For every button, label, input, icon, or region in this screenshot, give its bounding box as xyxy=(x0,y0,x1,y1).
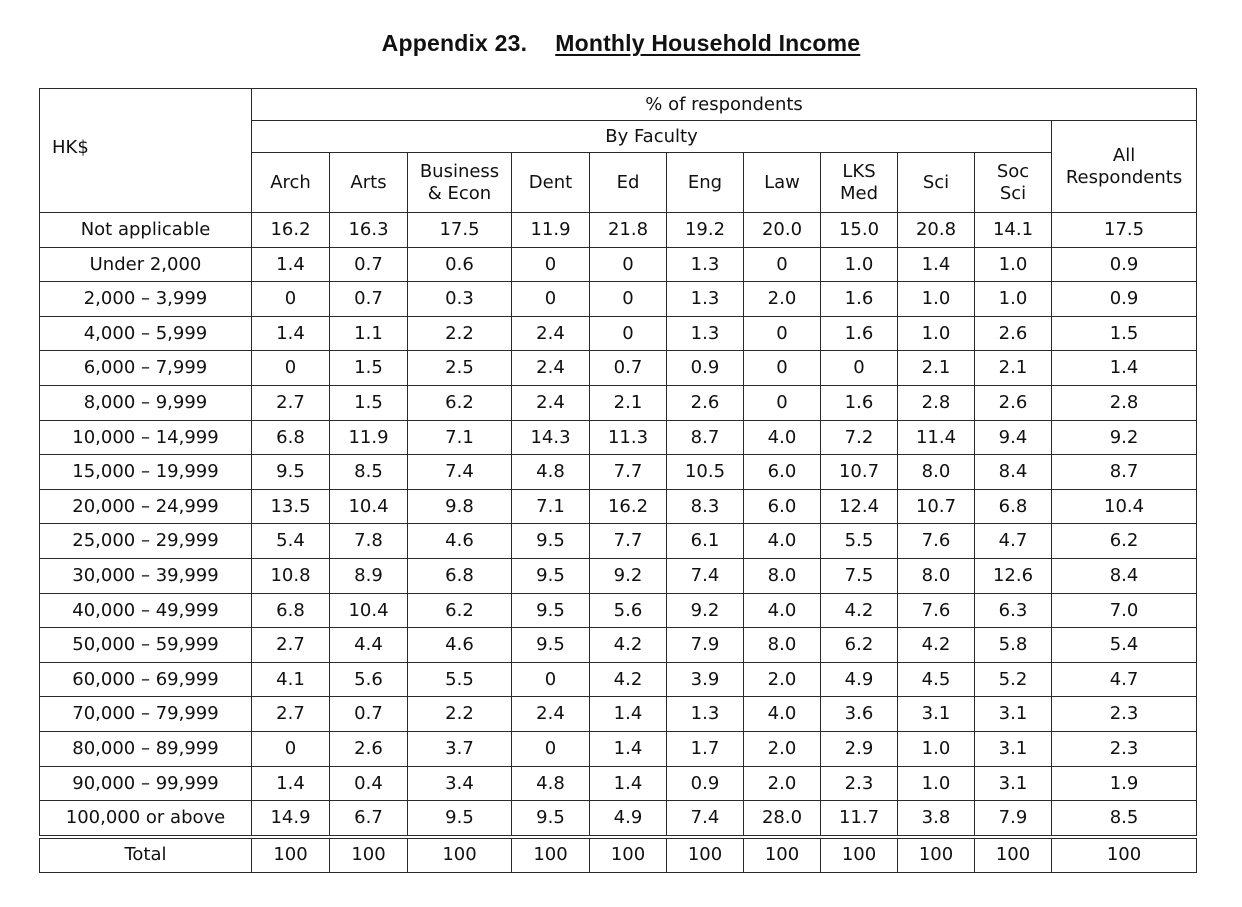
percent-cell: 6.8 xyxy=(408,558,512,593)
percent-cell: 0 xyxy=(590,282,667,317)
percent-cell: 6.8 xyxy=(975,489,1052,524)
percent-cell: 4.0 xyxy=(744,524,821,559)
percent-cell: 100 xyxy=(512,837,590,873)
percent-cell: 0 xyxy=(744,385,821,420)
table-row xyxy=(40,247,1197,282)
all-respondents-cell: 100 xyxy=(1052,837,1197,873)
table-row xyxy=(40,662,1197,697)
percent-cell: 1.3 xyxy=(667,697,744,732)
percent-cell: 9.5 xyxy=(512,524,590,559)
percent-cell: 3.1 xyxy=(975,731,1052,766)
percent-cell: 4.8 xyxy=(512,455,590,490)
percent-cell: 7.4 xyxy=(408,455,512,490)
faculty-header xyxy=(975,153,1052,213)
table-row xyxy=(40,282,1197,317)
percent-cell: 3.4 xyxy=(408,766,512,801)
income-bracket-label: 90,000 – 99,999 xyxy=(40,766,252,801)
percent-cell: 9.5 xyxy=(512,628,590,663)
percent-cell: 2.0 xyxy=(744,731,821,766)
percent-cell: 1.0 xyxy=(821,247,898,282)
percent-cell: 6.8 xyxy=(252,593,330,628)
income-bracket-label: 20,000 – 24,999 xyxy=(40,489,252,524)
percent-cell: 2.4 xyxy=(512,351,590,386)
percent-cell: 3.1 xyxy=(975,766,1052,801)
percent-cell: 1.4 xyxy=(252,247,330,282)
percent-cell: 8.0 xyxy=(898,558,975,593)
percent-cell: 2.4 xyxy=(512,316,590,351)
percent-cell: 0 xyxy=(821,351,898,386)
all-respondents-cell: 10.4 xyxy=(1052,489,1197,524)
all-respondents-cell: 8.4 xyxy=(1052,558,1197,593)
faculty-header-line: Arts xyxy=(350,171,387,193)
table-row xyxy=(40,489,1197,524)
percent-cell: 0 xyxy=(590,247,667,282)
percent-cell: 1.3 xyxy=(667,316,744,351)
percent-cell: 4.6 xyxy=(408,524,512,559)
table-row xyxy=(40,420,1197,455)
faculty-header-line: Soc xyxy=(996,160,1030,182)
percent-cell: 3.8 xyxy=(898,801,975,837)
income-bracket-label: 100,000 or above xyxy=(40,801,252,837)
percent-cell: 8.0 xyxy=(898,455,975,490)
group-header: % of respondents xyxy=(252,89,1197,121)
all-respondents-cell: 1.4 xyxy=(1052,351,1197,386)
percent-cell: 5.2 xyxy=(975,662,1052,697)
percent-cell: 2.3 xyxy=(821,766,898,801)
percent-cell: 100 xyxy=(252,837,330,873)
percent-cell: 12.4 xyxy=(821,489,898,524)
percent-cell: 4.7 xyxy=(975,524,1052,559)
faculty-header xyxy=(512,153,590,213)
percent-cell: 16.2 xyxy=(590,489,667,524)
percent-cell: 7.5 xyxy=(821,558,898,593)
percent-cell: 14.9 xyxy=(252,801,330,837)
percent-cell: 10.8 xyxy=(252,558,330,593)
percent-cell: 6.0 xyxy=(744,455,821,490)
percent-cell: 7.4 xyxy=(667,801,744,837)
percent-cell: 7.2 xyxy=(821,420,898,455)
percent-cell: 0.4 xyxy=(330,766,408,801)
percent-cell: 7.7 xyxy=(590,524,667,559)
all-respondents-header xyxy=(1052,121,1197,213)
all-respondents-cell: 1.9 xyxy=(1052,766,1197,801)
percent-cell: 4.9 xyxy=(590,801,667,837)
percent-cell: 2.6 xyxy=(330,731,408,766)
table-row xyxy=(40,558,1197,593)
income-bracket-label: 80,000 – 89,999 xyxy=(40,731,252,766)
percent-cell: 1.5 xyxy=(330,351,408,386)
table-row xyxy=(40,628,1197,663)
percent-cell: 6.7 xyxy=(330,801,408,837)
percent-cell: 1.4 xyxy=(252,766,330,801)
all-respondents-cell: 2.3 xyxy=(1052,731,1197,766)
all-respondents-cell: 0.9 xyxy=(1052,282,1197,317)
percent-cell: 8.4 xyxy=(975,455,1052,490)
appendix-number: Appendix 23. xyxy=(381,30,528,56)
percent-cell: 2.1 xyxy=(898,351,975,386)
percent-cell: 100 xyxy=(744,837,821,873)
percent-cell: 6.2 xyxy=(408,385,512,420)
percent-cell: 9.2 xyxy=(590,558,667,593)
income-bracket-label: 30,000 – 39,999 xyxy=(40,558,252,593)
faculty-header xyxy=(667,153,744,213)
percent-cell: 2.1 xyxy=(975,351,1052,386)
percent-cell: 4.1 xyxy=(252,662,330,697)
percent-cell: 2.4 xyxy=(512,385,590,420)
percent-cell: 6.2 xyxy=(408,593,512,628)
all-respondents-cell: 0.9 xyxy=(1052,247,1197,282)
percent-cell: 2.0 xyxy=(744,282,821,317)
all-header-line-2: Respondents xyxy=(1065,166,1183,188)
percent-cell: 17.5 xyxy=(408,213,512,248)
percent-cell: 0 xyxy=(590,316,667,351)
table-row xyxy=(40,766,1197,801)
faculty-header-line: Law xyxy=(764,171,800,193)
percent-cell: 10.4 xyxy=(330,489,408,524)
table-header xyxy=(40,89,1197,213)
table-row xyxy=(40,385,1197,420)
percent-cell: 0 xyxy=(744,351,821,386)
percent-cell: 4.4 xyxy=(330,628,408,663)
faculty-header-line: Business xyxy=(419,160,500,182)
percent-cell: 0 xyxy=(252,282,330,317)
faculty-header xyxy=(898,153,975,213)
percent-cell: 9.4 xyxy=(975,420,1052,455)
percent-cell: 2.8 xyxy=(898,385,975,420)
percent-cell: 2.7 xyxy=(252,385,330,420)
percent-cell: 0 xyxy=(512,282,590,317)
appendix-name: Monthly Household Income xyxy=(555,30,861,56)
percent-cell: 4.6 xyxy=(408,628,512,663)
percent-cell: 7.1 xyxy=(408,420,512,455)
percent-cell: 1.4 xyxy=(898,247,975,282)
table-row xyxy=(40,455,1197,490)
percent-cell: 8.9 xyxy=(330,558,408,593)
percent-cell: 2.4 xyxy=(512,697,590,732)
income-bracket-label: 25,000 – 29,999 xyxy=(40,524,252,559)
percent-cell: 0 xyxy=(252,351,330,386)
income-bracket-label: 60,000 – 69,999 xyxy=(40,662,252,697)
percent-cell: 2.6 xyxy=(975,385,1052,420)
income-bracket-label: Total xyxy=(40,837,252,873)
all-respondents-cell: 7.0 xyxy=(1052,593,1197,628)
percent-cell: 7.9 xyxy=(667,628,744,663)
percent-cell: 1.7 xyxy=(667,731,744,766)
table-row xyxy=(40,697,1197,732)
percent-cell: 5.8 xyxy=(975,628,1052,663)
income-bracket-label: 4,000 – 5,999 xyxy=(40,316,252,351)
percent-cell: 100 xyxy=(821,837,898,873)
income-bracket-label: 2,000 – 3,999 xyxy=(40,282,252,317)
percent-cell: 10.5 xyxy=(667,455,744,490)
header-row-percent xyxy=(40,89,1197,121)
percent-cell: 1.3 xyxy=(667,282,744,317)
income-table xyxy=(39,88,1197,873)
percent-cell: 6.2 xyxy=(821,628,898,663)
percent-cell: 2.6 xyxy=(975,316,1052,351)
percent-cell: 1.6 xyxy=(821,385,898,420)
all-header-line-1: All xyxy=(1112,144,1136,166)
percent-cell: 6.3 xyxy=(975,593,1052,628)
percent-cell: 0 xyxy=(744,316,821,351)
all-respondents-cell: 2.3 xyxy=(1052,697,1197,732)
percent-cell: 1.5 xyxy=(330,385,408,420)
percent-cell: 2.7 xyxy=(252,628,330,663)
percent-cell: 4.0 xyxy=(744,420,821,455)
percent-cell: 1.0 xyxy=(975,282,1052,317)
percent-cell: 0.7 xyxy=(590,351,667,386)
all-respondents-cell: 6.2 xyxy=(1052,524,1197,559)
faculty-header-line: LKS xyxy=(842,160,876,182)
percent-cell: 8.7 xyxy=(667,420,744,455)
percent-cell: 6.1 xyxy=(667,524,744,559)
percent-cell: 1.3 xyxy=(667,247,744,282)
percent-cell: 14.3 xyxy=(512,420,590,455)
percent-cell: 1.0 xyxy=(898,766,975,801)
percent-cell: 100 xyxy=(898,837,975,873)
percent-cell: 4.0 xyxy=(744,697,821,732)
percent-cell: 4.8 xyxy=(512,766,590,801)
faculty-header xyxy=(821,153,898,213)
percent-cell: 12.6 xyxy=(975,558,1052,593)
percent-cell: 16.3 xyxy=(330,213,408,248)
table-row xyxy=(40,351,1197,386)
percent-cell: 0 xyxy=(252,731,330,766)
income-bracket-label: 10,000 – 14,999 xyxy=(40,420,252,455)
percent-cell: 10.7 xyxy=(898,489,975,524)
income-bracket-label: 15,000 – 19,999 xyxy=(40,455,252,490)
percent-cell: 2.5 xyxy=(408,351,512,386)
percent-cell: 2.0 xyxy=(744,766,821,801)
percent-cell: 9.5 xyxy=(252,455,330,490)
faculty-header xyxy=(252,153,330,213)
percent-cell: 2.1 xyxy=(590,385,667,420)
percent-cell: 16.2 xyxy=(252,213,330,248)
percent-cell: 1.6 xyxy=(821,316,898,351)
percent-cell: 0.7 xyxy=(330,247,408,282)
percent-cell: 14.1 xyxy=(975,213,1052,248)
table-row xyxy=(40,731,1197,766)
percent-cell: 7.1 xyxy=(512,489,590,524)
percent-cell: 2.0 xyxy=(744,662,821,697)
percent-cell: 11.9 xyxy=(330,420,408,455)
percent-cell: 6.0 xyxy=(744,489,821,524)
all-respondents-cell: 1.5 xyxy=(1052,316,1197,351)
percent-cell: 6.8 xyxy=(252,420,330,455)
percent-cell: 4.9 xyxy=(821,662,898,697)
percent-cell: 100 xyxy=(330,837,408,873)
table-body xyxy=(40,213,1197,873)
percent-cell: 0.9 xyxy=(667,351,744,386)
table-row xyxy=(40,316,1197,351)
percent-cell: 11.7 xyxy=(821,801,898,837)
percent-cell: 20.0 xyxy=(744,213,821,248)
percent-cell: 3.9 xyxy=(667,662,744,697)
all-respondents-cell: 9.2 xyxy=(1052,420,1197,455)
percent-cell: 0 xyxy=(512,662,590,697)
table-row xyxy=(40,524,1197,559)
faculty-header xyxy=(408,153,512,213)
percent-cell: 0.6 xyxy=(408,247,512,282)
income-bracket-label: 50,000 – 59,999 xyxy=(40,628,252,663)
percent-cell: 3.1 xyxy=(975,697,1052,732)
table-row xyxy=(40,213,1197,248)
percent-cell: 3.7 xyxy=(408,731,512,766)
all-respondents-cell: 17.5 xyxy=(1052,213,1197,248)
percent-cell: 21.8 xyxy=(590,213,667,248)
percent-cell: 20.8 xyxy=(898,213,975,248)
income-bracket-label: 40,000 – 49,999 xyxy=(40,593,252,628)
faculty-header-line: Sci xyxy=(999,182,1027,204)
income-bracket-label: 6,000 – 7,999 xyxy=(40,351,252,386)
total-row xyxy=(40,837,1197,873)
percent-cell: 5.4 xyxy=(252,524,330,559)
all-respondents-cell: 8.7 xyxy=(1052,455,1197,490)
percent-cell: 5.6 xyxy=(590,593,667,628)
percent-cell: 9.5 xyxy=(512,801,590,837)
faculty-header xyxy=(590,153,667,213)
percent-cell: 8.5 xyxy=(330,455,408,490)
percent-cell: 1.0 xyxy=(898,316,975,351)
percent-cell: 4.0 xyxy=(744,593,821,628)
all-respondents-cell: 5.4 xyxy=(1052,628,1197,663)
percent-cell: 4.2 xyxy=(821,593,898,628)
percent-cell: 4.2 xyxy=(590,628,667,663)
percent-cell: 0 xyxy=(512,731,590,766)
percent-cell: 8.0 xyxy=(744,628,821,663)
percent-cell: 5.5 xyxy=(821,524,898,559)
percent-cell: 7.8 xyxy=(330,524,408,559)
income-bracket-label: 8,000 – 9,999 xyxy=(40,385,252,420)
faculty-header-line: & Econ xyxy=(427,182,492,204)
percent-cell: 1.4 xyxy=(252,316,330,351)
percent-cell: 8.0 xyxy=(744,558,821,593)
percent-cell: 9.5 xyxy=(512,593,590,628)
percent-cell: 1.4 xyxy=(590,766,667,801)
percent-cell: 1.0 xyxy=(898,731,975,766)
percent-cell: 11.4 xyxy=(898,420,975,455)
percent-cell: 100 xyxy=(408,837,512,873)
percent-cell: 2.9 xyxy=(821,731,898,766)
all-respondents-cell: 2.8 xyxy=(1052,385,1197,420)
faculty-header-line: Dent xyxy=(528,171,573,193)
percent-cell: 100 xyxy=(667,837,744,873)
percent-cell: 11.9 xyxy=(512,213,590,248)
row-header-label: HK$ xyxy=(40,89,252,213)
percent-cell: 7.6 xyxy=(898,593,975,628)
faculty-header-line: Med xyxy=(839,182,879,204)
percent-cell: 9.8 xyxy=(408,489,512,524)
percent-cell: 7.6 xyxy=(898,524,975,559)
percent-cell: 11.3 xyxy=(590,420,667,455)
percent-cell: 100 xyxy=(975,837,1052,873)
percent-cell: 5.6 xyxy=(330,662,408,697)
percent-cell: 1.0 xyxy=(898,282,975,317)
table-row xyxy=(40,593,1197,628)
percent-cell: 2.7 xyxy=(252,697,330,732)
percent-cell: 4.2 xyxy=(590,662,667,697)
faculty-header-line: Ed xyxy=(616,171,640,193)
percent-cell: 0.3 xyxy=(408,282,512,317)
percent-cell: 10.7 xyxy=(821,455,898,490)
percent-cell: 9.5 xyxy=(408,801,512,837)
all-respondents-cell: 4.7 xyxy=(1052,662,1197,697)
document-title xyxy=(0,30,1242,57)
income-bracket-label: Under 2,000 xyxy=(40,247,252,282)
percent-cell: 3.6 xyxy=(821,697,898,732)
percent-cell: 1.0 xyxy=(975,247,1052,282)
faculty-header-line: Arch xyxy=(270,171,311,193)
percent-cell: 7.4 xyxy=(667,558,744,593)
percent-cell: 2.6 xyxy=(667,385,744,420)
faculty-header-line: Sci xyxy=(922,171,950,193)
percent-cell: 4.2 xyxy=(898,628,975,663)
percent-cell: 9.2 xyxy=(667,593,744,628)
percent-cell: 0 xyxy=(512,247,590,282)
percent-cell: 10.4 xyxy=(330,593,408,628)
faculty-header-line: Eng xyxy=(687,171,723,193)
faculty-header xyxy=(744,153,821,213)
percent-cell: 19.2 xyxy=(667,213,744,248)
percent-cell: 5.5 xyxy=(408,662,512,697)
percent-cell: 13.5 xyxy=(252,489,330,524)
faculty-header xyxy=(330,153,408,213)
percent-cell: 28.0 xyxy=(744,801,821,837)
percent-cell: 15.0 xyxy=(821,213,898,248)
percent-cell: 100 xyxy=(590,837,667,873)
percent-cell: 0.9 xyxy=(667,766,744,801)
income-bracket-label: 70,000 – 79,999 xyxy=(40,697,252,732)
percent-cell: 2.2 xyxy=(408,316,512,351)
percent-cell: 7.9 xyxy=(975,801,1052,837)
percent-cell: 4.5 xyxy=(898,662,975,697)
table-row xyxy=(40,801,1197,837)
percent-cell: 3.1 xyxy=(898,697,975,732)
percent-cell: 0.7 xyxy=(330,697,408,732)
all-respondents-cell: 8.5 xyxy=(1052,801,1197,837)
percent-cell: 9.5 xyxy=(512,558,590,593)
subgroup-header: By Faculty xyxy=(252,121,1052,153)
percent-cell: 1.1 xyxy=(330,316,408,351)
percent-cell: 0.7 xyxy=(330,282,408,317)
percent-cell: 7.7 xyxy=(590,455,667,490)
income-bracket-label: Not applicable xyxy=(40,213,252,248)
percent-cell: 1.4 xyxy=(590,731,667,766)
percent-cell: 1.4 xyxy=(590,697,667,732)
percent-cell: 8.3 xyxy=(667,489,744,524)
percent-cell: 1.6 xyxy=(821,282,898,317)
percent-cell: 2.2 xyxy=(408,697,512,732)
percent-cell: 0 xyxy=(744,247,821,282)
